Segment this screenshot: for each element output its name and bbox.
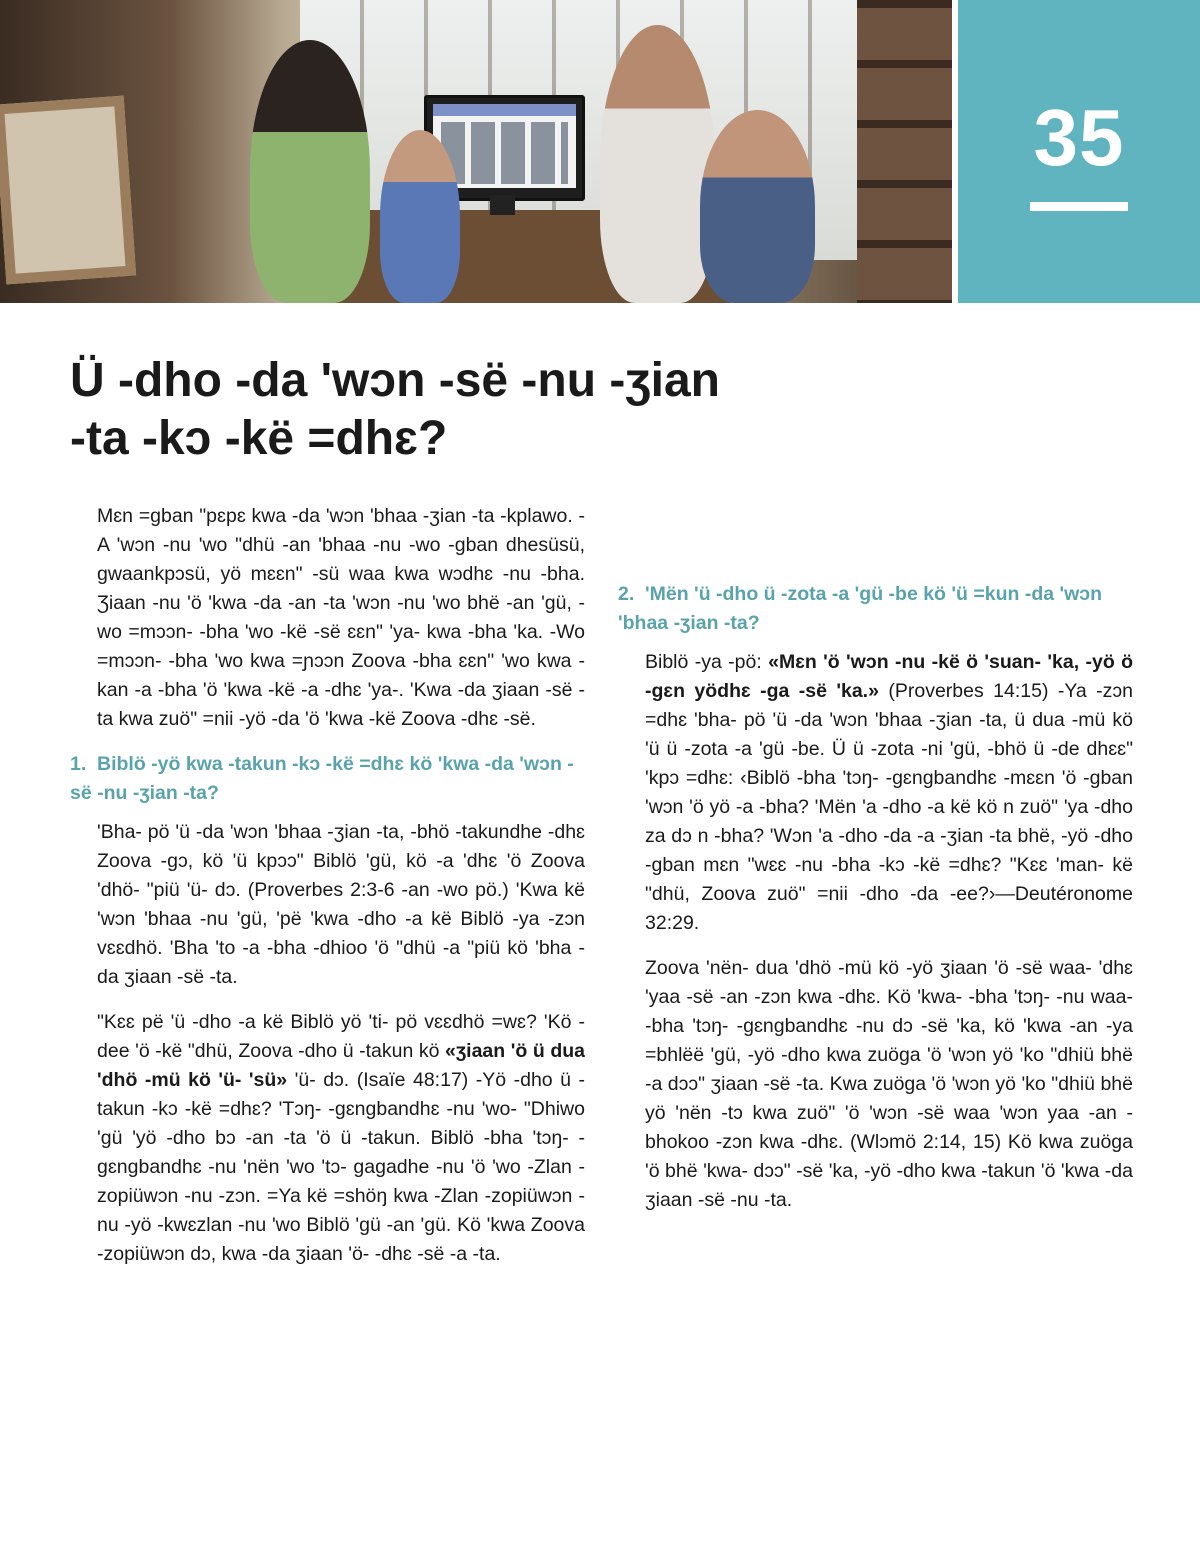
page-title [70,352,830,468]
section-2-paragraph-1 [645,648,1133,938]
left-column [70,502,586,1285]
question-2-number: 2. [618,583,635,605]
section-1-paragraph-2-start: "Kɛɛ pë 'ü -dho -a kë Biblö yö 'ti- pö vɛɛdhö =wɛ? 'Kö -dee 'ö -kë "dhü, Zoova -dho ü -takun kö [97,1011,585,1062]
chapter-tab [958,0,1200,303]
section-1-paragraph-2-rest: 'ü- dɔ. (Isaïe 48:17) -Yö -dho ü -takun -kɔ -kë =dhɛ? 'Tɔŋ- -gɛngbandhɛ -nu 'wo- "Dhiwo 'gü 'yö -dho bɔ -an -ta 'ö ü -takun. Biblö -bha 'tɔŋ- -gɛngbandhɛ -nu 'nën 'wo 'tɔ- gagadhe -nu 'ö 'wo -Zlan -zopiüwɔn -nu -zɔn. =Ya kë =shöŋ kwa -Zlan -zopiüwɔn -nu -yö -kwɛzlan -nu 'wo Biblö 'gü -an 'gü. Kö 'kwa Zoova -zopiüwɔn dɔ, kwa -da ʒiaan 'ö- -dhɛ -së -a -ta. [97,1069,585,1265]
right-column [618,502,1133,1231]
question-2-heading [618,580,1133,638]
section-2-quote: «Mɛn 'ö 'wɔn -nu -kë ö 'suan- 'ka, -yö ö -gɛn yödhɛ -ga -së 'ka.» [645,651,1133,702]
section-1-quote: «ʒiaan 'ö ü dua 'dhö -mü kö 'ü- 'sü» [97,1040,586,1091]
header-photo [0,0,952,303]
person-baby [380,130,460,303]
person-father [600,25,715,303]
bookshelf [857,0,952,303]
chapter-number: 35 [1033,93,1125,182]
question-1-heading [70,750,585,808]
section-2-paragraph-1-rest: (Proverbes 14:15) -Ya -zɔn =dhɛ 'bha- pö 'ü -da 'wɔn 'bhaa -ʒian -ta, ü dua -mü kö 'ü ü -zota -a 'gü -be. Ü ü -zota -ni 'gü, -bhö ü -de dhɛɛ" 'kpɔ =dhɛ: ‹Biblö -bha 'tɔŋ- -gɛngbandhɛ -mɛɛn 'ö -gban 'wɔn 'ö yö -a -bha? 'Mën 'a -dho -a kë kö n zuö" 'ya -dho za dɔ n -bha? 'Wɔn 'a -dho -da -a -ʒian -ta bhë, -yö -dho -gban mɛn "wɛɛ -nu -bha -kɔ -kë =dhɛ? "Kɛɛ 'man- kë "dhü, Zoova zuö" =nii -dho -da -ee?›—Deutéronome 32:29. [645,680,1133,934]
section-2-paragraph-1-start: Biblö -ya -pö: [645,651,762,673]
chapter-underline [1030,202,1128,211]
section-1-paragraph-2 [97,1008,585,1269]
monitor-stand [490,195,515,215]
section-2-paragraph-2: Zoova 'nën- dua 'dhö -mü kö -yö ʒiaan 'ö -së waa- 'dhɛ 'yaa -së -an -zɔn kwa -dhɛ. Kö 'kwa- -bha 'tɔŋ- -nu waa- -bha 'tɔŋ- -gɛngbandhɛ -nu dɔ -së 'ka, kö 'kwa -an -ya =bhlëë 'gü, -yö -dho kwa zuöga 'ö 'wɔn yö 'ko "dhiü bhë -a dɔɔ" ʒiaan -së -ta. Kwa zuöga 'ö 'wɔn yö 'ko "dhiü bhë yö 'nën -tɔ kwa zuö" 'ö 'wɔn -së waa 'wɔn yaa -an -bhokoo -zɔn kwa -dhɛ. (Wlɔmö 2:14, 15) Kö kwa zuöga 'ö bhë 'kwa- dɔɔ" -së 'ka, -yö -dho kwa -takun 'ö 'kwa -da ʒiaan -së -nu -ta. [645,957,1133,1211]
intro-paragraph: Mɛn =gban "pɛpɛ kwa -da 'wɔn 'bhaa -ʒian -ta -kplawo. -A 'wɔn -nu 'wo "dhü -an 'bhaa -nu -wo -gban dhesüsü, gwaankpɔsü, yö mɛɛn" -sü waa kwa wɔdhɛ -nu -bha. Ʒiaan -nu 'ö 'kwa -da -an -ta 'wɔn -nu 'wo bhë -an 'gü, -wo =mɔɔn- -bha 'wo -kë -së ɛɛn" 'ya- kwa -bha 'ka. -Wo =mɔɔn- -bha 'wo kwa =ɲɔɔn Zoova -bha ɛɛn" 'wo kwa -kan -a -bha 'ö 'kwa -kë -a -dhɛ 'ya-. 'Kwa -da ʒiaan -së -ta kwa zuö" =nii -yö -da 'ö 'kwa -kë Zoova -dhɛ -së. [97,505,585,730]
section-1-paragraph-1: 'Bha- pö 'ü -da 'wɔn 'bhaa -ʒian -ta, -bhö -takundhe -dhɛ Zoova -gɔ, kö 'ü kpɔɔ" Biblö 'gü, kö -a 'dhɛ 'ö Zoova 'dhö- "piü 'ü- dɔ. (Proverbes 2:3-6 -an -wo pö.) 'Kwa kë 'wɔn 'bhaa -nu 'gü, 'pë 'kwa -dho -a kë Biblö -ya -zɔn vɛɛdhö. 'Bha 'to -a -bha -dhioo 'ö "dhü -a "piü kö 'bha -da ʒiaan -së -ta. [97,821,585,988]
picture-frame [0,96,136,285]
question-2-text: 'Mën 'ü -dho ü -zota -a 'gü -be kö 'ü =kun -da 'wɔn 'bhaa -ʒian -ta? [618,583,1103,634]
question-1-text: Biblö -yö kwa -takun -kɔ -kë =dhɛ kö 'kwa -da 'wɔn -së -nu -ʒian -ta? [70,753,574,804]
person-mother [250,40,370,303]
page-title-line-2: -ta -kɔ -kë =dhɛ? [70,412,448,465]
person-boy [700,110,815,303]
question-1-number: 1. [70,753,87,775]
page-title-line-1: Ü -dho -da 'wɔn -së -nu -ʒian [70,354,720,407]
